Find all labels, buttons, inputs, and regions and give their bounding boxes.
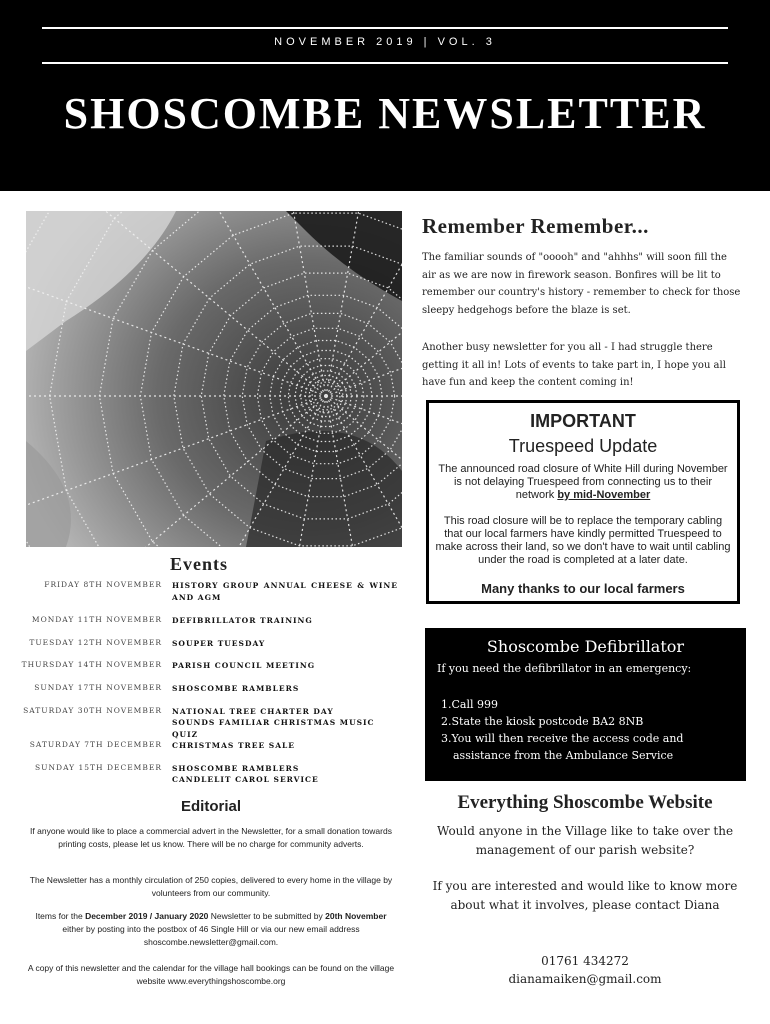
website-paragraph-contact: If you are interested and would like to know more about what it involves, please contact Diana — [432, 879, 738, 912]
defibrillator-step: 3.You will then receive the access code and — [441, 732, 684, 745]
website-heading: Everything Shoscombe Website — [457, 792, 713, 813]
defibrillator-step: 2.State the kiosk postcode BA2 8NB — [441, 715, 644, 728]
masthead-rule-top — [42, 27, 728, 29]
editorial-paragraph-adverts: If anyone would like to place a commercial advert in the Newsletter, for a small donation towards printing costs, please let us know. There will be no charge for community adverts. — [30, 826, 392, 849]
editorial-issue-date: December 2019 / January 2020 — [85, 911, 209, 921]
defibrillator-heading: Shoscombe Defibrillator — [486, 637, 685, 656]
editorial-deadline: 20th November — [325, 911, 387, 921]
event-date: SATURDAY 7TH DECEMBER — [29, 740, 162, 749]
event-name: HISTORY GROUP ANNUAL CHEESE & WINE AND AGM — [172, 581, 398, 602]
event-name: SHOSCOMBE RAMBLERS — [172, 684, 300, 693]
important-thanks: Many thanks to our local farmers — [481, 581, 685, 596]
remember-paragraph-busy: Another busy newsletter for you all - I had struggle there getting it all in! Lots of events to take part in, I hope you all have fun and keep the content coming in! — [422, 342, 726, 388]
important-notice-box — [426, 400, 740, 604]
event-date: MONDAY 11TH NOVEMBER — [31, 615, 162, 624]
spider-web-photo — [26, 211, 402, 547]
website-paragraph-takeover: Would anyone in the Village like to take over the management of our parish website? — [436, 824, 734, 857]
event-name: DEFIBRILLATOR TRAINING — [172, 616, 313, 625]
editorial-text: Newsletter to be submitted by — [208, 911, 326, 921]
event-date: FRIDAY 8TH NOVEMBER — [44, 580, 162, 589]
masthead-rule-bottom — [42, 62, 728, 64]
event-date: TUESDAY 12TH NOVEMBER — [29, 638, 162, 647]
editorial-paragraph-circulation: The Newsletter has a monthly circulation of 250 copies, delivered to every home in the village by volunteers from our community. — [29, 875, 393, 898]
defibrillator-step-continued: assistance from the Ambulance Service — [453, 749, 674, 762]
event-name-second: CANDLELIT CAROL SERVICE — [172, 775, 319, 784]
editorial-text: Items for the — [35, 911, 86, 921]
event-name: CHRISTMAS TREE SALE — [172, 741, 296, 750]
remember-heading: Remember Remember... — [422, 214, 649, 238]
defibrillator-intro: If you need the defibrillator in an emergency: — [437, 662, 692, 675]
defibrillator-box — [425, 628, 746, 781]
masthead — [0, 0, 770, 191]
important-paragraph-cabling: This road closure will be to replace the temporary cabling that our local farmers have kindly permitted Truespeed to make across their land, so we don't have to wait until cabling under the road is completed at a later date. — [435, 515, 731, 566]
editorial-paragraph-website: A copy of this newsletter and the calendar for the village hall bookings can be found on the village website www.everythingshoscombe.org — [27, 963, 395, 986]
contact-email[interactable]: dianamaiken@gmail.com — [508, 972, 662, 986]
issue-line: NOVEMBER 2019 | VOL. 3 — [274, 36, 496, 48]
newsletter-title: SHOSCOMBE NEWSLETTER — [63, 89, 707, 138]
editorial-text: either by posting into the postbox of 46 Single Hill or via our new email address shoscombe.newsletter@gmail.com. — [62, 924, 360, 947]
important-paragraph-closure — [435, 463, 731, 502]
event-name: PARISH COUNCIL MEETING — [172, 661, 316, 670]
contact-phone: 01761 434272 — [541, 954, 629, 968]
spider-web-image — [26, 211, 402, 547]
event-name-second: SOUNDS FAMILIAR CHRISTMAS MUSIC QUIZ — [172, 718, 375, 739]
editorial-heading: Editorial — [180, 798, 241, 815]
defibrillator-steps — [441, 696, 741, 764]
events-heading: Events — [169, 554, 228, 574]
important-title: IMPORTANT — [530, 411, 636, 431]
defibrillator-step: 1.Call 999 — [441, 698, 498, 711]
important-subtitle: Truespeed Update — [508, 436, 658, 456]
event-date: SUNDAY 15TH DECEMBER — [35, 763, 162, 772]
remember-paragraph-fireworks: The familiar sounds of "ooooh" and "ahhhs" will soon fill the air as we are now in firework season. Bonfires will be lit to remember our country's history - remember to check for those sleepy hedgehogs before the blaze is set. — [422, 252, 741, 316]
event-name: NATIONAL TREE CHARTER DAY — [172, 707, 334, 716]
event-date: SUNDAY 17TH NOVEMBER — [34, 683, 162, 692]
event-name: SHOSCOMBE RAMBLERS — [172, 764, 300, 773]
event-name: SOUPER TUESDAY — [172, 639, 266, 648]
event-date: SATURDAY 30TH NOVEMBER — [23, 706, 162, 715]
important-text: The announced road closure of White Hill during November is not delaying Truespeed from connecting us to their network — [438, 463, 728, 501]
editorial-paragraph-submissions — [26, 910, 396, 949]
important-deadline: by mid-November — [557, 489, 651, 501]
event-date: THURSDAY 14TH NOVEMBER — [21, 660, 162, 669]
